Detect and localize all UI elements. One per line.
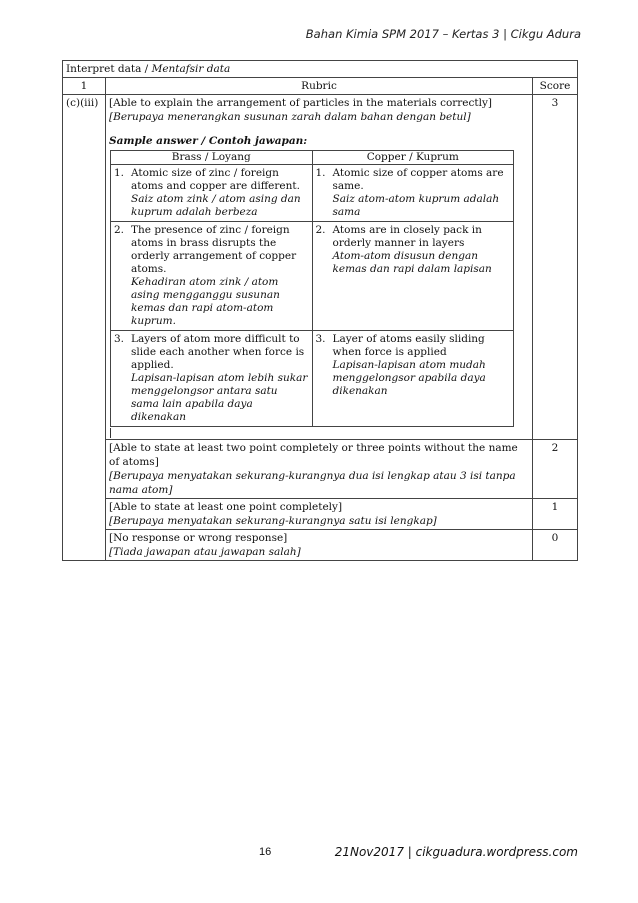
sample-row: [111, 165, 514, 222]
point-text-en: The presence of zinc / foreign atoms in brass disrupts the orderly arrangement of copper atoms.: [131, 224, 297, 275]
point-text-ms: Saiz atom-atom kuprum adalah sama: [332, 193, 500, 218]
point-text-en: Atoms are in closely pack in orderly manner in layers: [332, 224, 482, 249]
point-number: 2.: [315, 224, 326, 236]
score-value: 2: [533, 440, 578, 499]
col-header-number: 1: [63, 78, 106, 95]
rubric-row-3: [63, 95, 578, 440]
rubric-row-0: [63, 530, 578, 561]
point-text-ms: Lapisan-lapisan atom lebih sukar menggelongsor antara satu sama lain apabila daya dikenakan: [131, 372, 308, 423]
rubric-cell: [106, 440, 533, 499]
rubric-table: [62, 60, 578, 561]
point-text-ms: Kehadiran atom zink / atom asing mengganggu susunan kemas dan rapi atom-atom kuprum.: [131, 276, 280, 327]
table-title-sep: /: [141, 63, 152, 75]
copper-point: [312, 331, 514, 427]
rubric-text-ms: [Berupaya menyatakan sekurang-kurangnya satu isi lengkap]: [109, 515, 437, 527]
point-text-ms: Saiz atom zink / atom asing dan kuprum adalah berbeza: [131, 193, 301, 218]
point-number: 3.: [114, 333, 125, 345]
page-header: Bahan Kimia SPM 2017 – Kertas 3 | Cikgu Adura: [305, 27, 581, 41]
rubric-row-2: [63, 440, 578, 499]
rubric-text-ms: [Berupaya menyatakan sekurang-kurangnya dua isi lengkap atau 3 isi tanpa nama atom]: [109, 470, 516, 496]
table-title-en: Interpret data: [66, 63, 142, 75]
score-value: 0: [533, 530, 578, 561]
brass-point: [111, 331, 313, 427]
point-text-ms: Atom-atom disusun dengan kemas dan rapi dalam lapisan: [332, 250, 492, 275]
sample-header-row: [111, 151, 514, 165]
rubric-text-en: [Able to explain the arrangement of particles in the materials correctly]: [109, 97, 493, 109]
sample-answer-table: [110, 150, 514, 427]
rubric-text-en: [Able to state at least one point completely]: [109, 501, 343, 513]
score-value: 1: [533, 499, 578, 530]
copper-point: [312, 165, 514, 222]
page-number: 16: [259, 846, 272, 858]
table-title: [63, 61, 578, 78]
rubric-row-1: [63, 499, 578, 530]
text-cursor-mark: [109, 427, 529, 438]
table-title-ms: Mentafsir data: [151, 63, 231, 75]
copper-point: [312, 222, 514, 331]
point-text-en: Atomic size of zinc / foreign atoms and copper are different.: [131, 167, 300, 192]
point-number: 1.: [114, 167, 125, 179]
footer-text: 21Nov2017 | cikguadura.wordpress.com: [334, 845, 578, 859]
rubric-text-ms: [Tiada jawapan atau jawapan salah]: [109, 546, 301, 558]
point-text-en: Atomic size of copper atoms are same.: [332, 167, 504, 192]
rubric-cell: [106, 499, 533, 530]
point-text-en: Layer of atoms easily sliding when force is applied: [332, 333, 485, 358]
question-number: (c)(iii): [63, 95, 106, 561]
table-header-row: [63, 78, 578, 95]
sample-row: [111, 331, 514, 427]
brass-point: [111, 222, 313, 331]
rubric-cell: [106, 95, 533, 440]
col-header-score: Score: [533, 78, 578, 95]
brass-column-header: Brass / Loyang: [111, 151, 313, 165]
point-text-ms: Lapisan-lapisan atom mudah menggelongsor apabila daya dikenakan: [332, 359, 486, 397]
rubric-text-en: [Able to state at least two point completely or three points without the name of atoms]: [109, 442, 518, 468]
table-title-row: [63, 61, 578, 78]
rubric-text-en: [No response or wrong response]: [109, 532, 288, 544]
col-header-rubric: Rubric: [106, 78, 533, 95]
rubric-text-ms: [Berupaya menerangkan susunan zarah dalam bahan dengan betul]: [109, 111, 471, 123]
point-text-en: Layers of atom more difficult to slide each another when force is applied.: [131, 333, 305, 371]
sample-answer-heading: Sample answer / Contoh jawapan:: [109, 135, 308, 147]
copper-column-header: Copper / Kuprum: [312, 151, 514, 165]
brass-point: [111, 165, 313, 222]
rubric-cell: [106, 530, 533, 561]
point-number: 1.: [315, 167, 326, 179]
score-value: 3: [533, 95, 578, 440]
sample-row: [111, 222, 514, 331]
point-number: 2.: [114, 224, 125, 236]
point-number: 3.: [315, 333, 326, 345]
